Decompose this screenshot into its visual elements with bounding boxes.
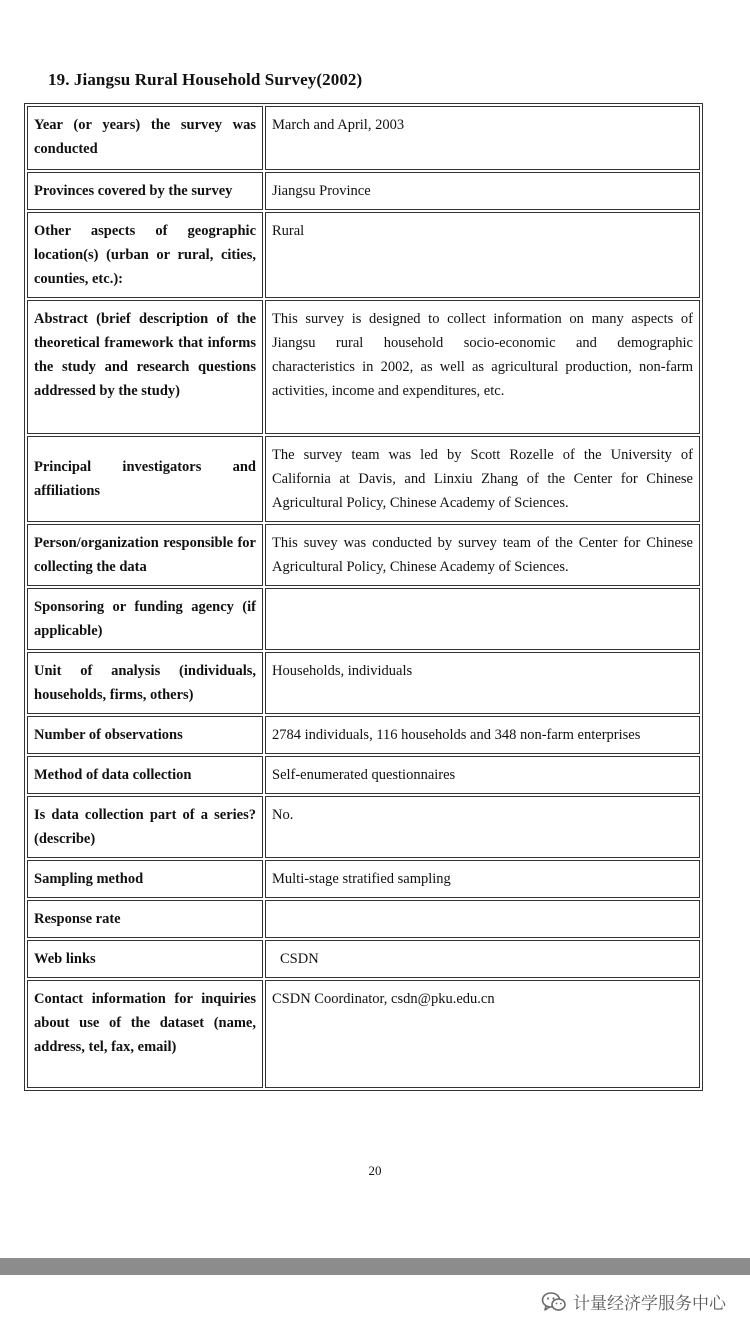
row-value-number-of-observations: 2784 individuals, 116 households and 348 non-farm enterprises	[265, 716, 700, 754]
row-label-number-of-observations: Number of observations	[27, 716, 263, 754]
watermark-text: 计量经济学服务中心	[573, 1294, 726, 1314]
table-row	[27, 716, 700, 754]
row-label-series: Is data collection part of a series? (describe)	[27, 796, 263, 858]
row-value-web-links: CSDN	[265, 940, 700, 978]
row-label-survey-year: Year (or years) the survey was conducted	[27, 106, 263, 170]
table-row	[27, 756, 700, 794]
row-value-sampling-method: Multi-stage stratified sampling	[265, 860, 700, 898]
watermark	[541, 1289, 726, 1314]
row-value-responsible-organization: This suvey was conducted by survey team of the Center for Chinese Agricultural Policy, Chinese Academy of Sciences.	[265, 524, 700, 586]
wechat-icon	[541, 1291, 567, 1313]
table-row	[27, 524, 700, 586]
row-label-principal-investigators: Principal investigators and affiliations	[27, 436, 263, 522]
table-row	[27, 652, 700, 714]
table-row	[27, 900, 700, 938]
page-number: 20	[368, 1163, 382, 1178]
document-title: 19. Jiangsu Rural Household Survey(2002)	[48, 70, 363, 89]
row-label-sampling-method: Sampling method	[27, 860, 263, 898]
row-value-contact-information: CSDN Coordinator, csdn@pku.edu.cn	[265, 980, 700, 1088]
row-value-sponsoring-agency	[265, 588, 700, 650]
row-label-responsible-organization: Person/organization responsible for collecting the data	[27, 524, 263, 586]
table-row	[27, 796, 700, 858]
row-label-geographic-location: Other aspects of geographic location(s) (urban or rural, cities, counties, etc.):	[27, 212, 263, 298]
row-label-web-links: Web links	[27, 940, 263, 978]
table-row	[27, 436, 700, 522]
table-row	[27, 940, 700, 978]
row-value-abstract: This survey is designed to collect information on many aspects of Jiangsu rural household socio-economic and demographic characteristics in 2002, as well as agricultural production, non-farm activities, income and expenditures, etc.	[265, 300, 700, 434]
row-value-series: No.	[265, 796, 700, 858]
row-label-contact-information: Contact information for inquiries about use of the dataset (name, address, tel, fax, email)	[27, 980, 263, 1088]
row-label-unit-of-analysis: Unit of analysis (individuals, households, firms, others)	[27, 652, 263, 714]
table-row	[27, 212, 700, 298]
row-value-principal-investigators: The survey team was led by Scott Rozelle of the University of California at Davis, and Linxiu Zhang of the Center for Chinese Agricultural Policy, Chinese Academy of Sciences.	[265, 436, 700, 522]
row-label-response-rate: Response rate	[27, 900, 263, 938]
table-row	[27, 980, 700, 1088]
row-label-sponsoring-agency: Sponsoring or funding agency (if applicable)	[27, 588, 263, 650]
row-value-provinces: Jiangsu Province	[265, 172, 700, 210]
table-row	[27, 172, 700, 210]
footer-divider-bar	[0, 1258, 750, 1275]
table-row	[27, 588, 700, 650]
row-value-response-rate	[265, 900, 700, 938]
table-row	[27, 106, 700, 170]
table-row	[27, 860, 700, 898]
row-label-abstract: Abstract (brief description of the theoretical framework that informs the study and research questions addressed by the study)	[27, 300, 263, 434]
row-value-geographic-location: Rural	[265, 212, 700, 298]
survey-info-table	[24, 103, 703, 1091]
row-value-data-collection-method: Self-enumerated questionnaires	[265, 756, 700, 794]
row-value-unit-of-analysis: Households, individuals	[265, 652, 700, 714]
row-label-provinces: Provinces covered by the survey	[27, 172, 263, 210]
row-label-data-collection-method: Method of data collection	[27, 756, 263, 794]
table-row	[27, 300, 700, 434]
row-value-survey-year: March and April, 2003	[265, 106, 700, 170]
